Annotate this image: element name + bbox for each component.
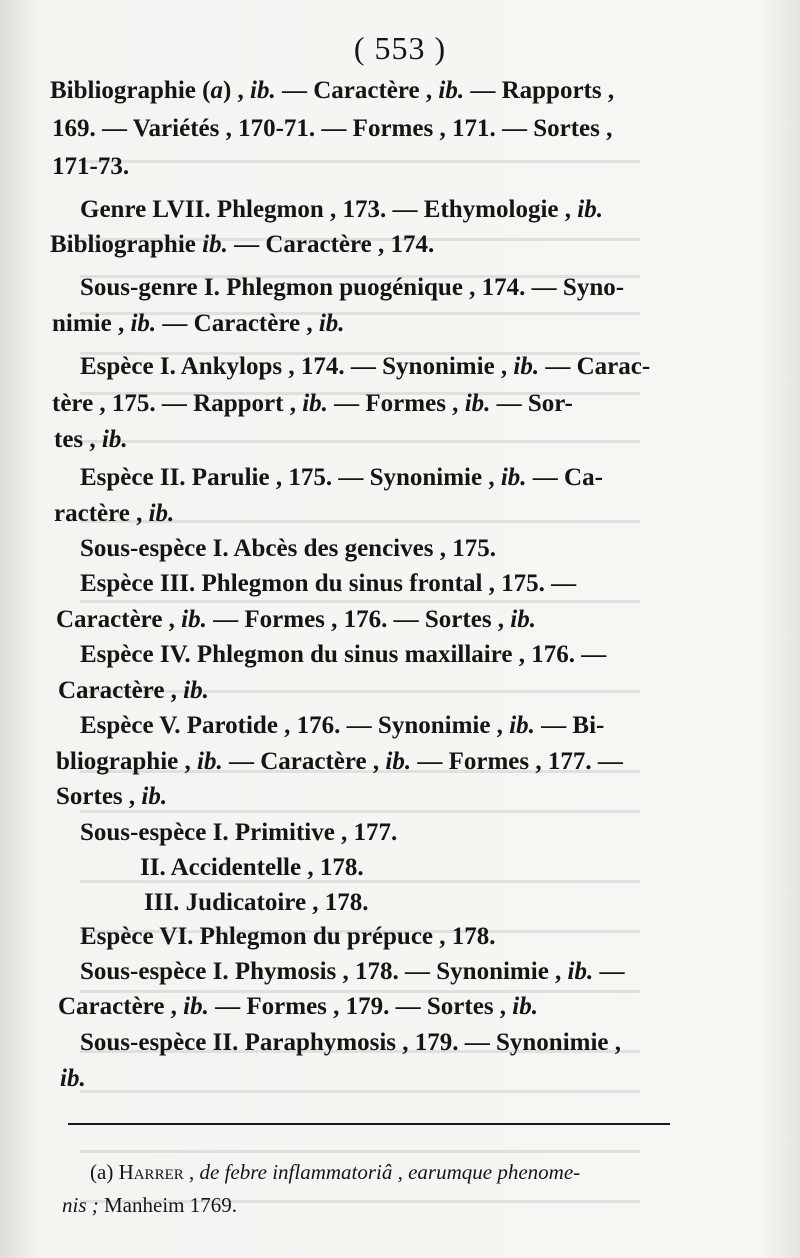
text-run: — Ca- [526,464,603,491]
entry-line [80,957,625,987]
text-run: ib. [141,783,168,810]
entry-line [80,1028,621,1058]
text-run: — [593,958,625,985]
text-run: Espèce IV. Phlegmon du sinus maxillaire , 176. — [80,641,607,668]
text-run: — Formes , [327,390,465,417]
text-run: II. Accidentelle , 178. [140,854,364,881]
text-run: — Carac- [539,353,651,380]
text-run: de febre inflammatoriâ , earumque phenome- [199,1160,581,1184]
text-run: nis ; [62,1193,99,1217]
text-run: Sous-genre I. Phlegmon puogénique , 174. — Syno- [80,274,625,301]
text-run: 169. — Variétés , 170-71. — Formes , 171. — Sortes , [52,115,613,142]
text-run: Sous-espèce I. Abcès des gencives , 175. [80,535,496,562]
entry-line [80,534,496,564]
footnote-line [62,1190,237,1220]
text-run: ib. [509,712,535,739]
footnote-divider [68,1123,670,1125]
text-run: ib. [60,1065,86,1092]
text-run: — Formes , 177. — [411,748,623,775]
text-run: Caractère , [56,606,182,633]
entry-line [56,782,167,812]
text-run: — Caractère , [275,77,439,104]
text-run: — Caractère , [222,748,386,775]
text-run: ib. [513,353,540,380]
text-run: ib. [130,310,157,337]
entry-line [80,352,650,382]
entry-line [80,922,496,952]
text-run: Espèce VI. Phlegmon du prépuce , 178. [80,923,496,950]
text-run: Genre LVII. Phlegmon , 173. — Ethymologie , [80,196,578,223]
text-run: ib. [197,748,223,775]
text-run: ib. [183,677,209,704]
entry-line [80,463,603,493]
text-run: Manheim 1769. [98,1193,237,1217]
text-run: — Formes , 176. — Sortes , [206,606,511,633]
text-run: ib. [183,993,209,1020]
entry-line [80,195,603,225]
entry-line [58,992,538,1022]
text-run: Espèce V. Parotide , 176. — Synonimie , [80,712,510,739]
entry-line [80,640,606,670]
entry-line [52,114,612,144]
text-run: Sous-espèce II. Paraphymosis , 179. — Synonimie , [80,1029,622,1056]
text-run: ib. [464,390,491,417]
text-run: ractère , [54,500,149,527]
text-run: tes , [54,426,102,453]
text-run: Espèce III. Phlegmon du sinus frontal , 175. — [80,570,577,597]
text-run: Espèce II. Parulie , 175. — Synonimie , [80,464,501,491]
text-run: Caractère , [58,677,184,704]
page-number: ( 553 ) [353,30,447,66]
entry-line [54,425,128,455]
entry-line [80,273,624,303]
entry-line [140,853,364,883]
text-run: ib. [101,426,128,453]
entry-line [144,888,369,918]
text-run: Harrer [118,1160,184,1184]
footnote-line [90,1157,580,1187]
text-run: ib. [202,231,228,258]
text-run: ib. [250,77,276,104]
entry-line [52,389,573,419]
text-run: ib. [302,390,328,417]
text-run: ib. [148,500,175,527]
text-run: ib. [385,748,412,775]
text-run: — Bi- [534,712,605,739]
text-run: Sous-espèce I. Primitive , 177. [80,819,398,846]
text-run: bliographie , [56,748,197,775]
entry-line [54,499,174,529]
text-run: ib. [500,464,527,491]
text-run: III. Judicatoire , 178. [144,889,369,916]
text-run: (a) [90,1160,119,1184]
text-run: Bibliographie ( [50,77,211,104]
entry-line [58,676,209,706]
entry-line [56,747,623,777]
entry-line [52,309,345,339]
entry-line [80,711,604,741]
text-run: ib. [510,606,536,633]
entry-line [60,1064,86,1094]
text-run: nimie , [52,310,131,337]
text-run: ib. [577,196,603,223]
text-run: ib. [318,310,345,337]
text-run: — Rapports , [464,77,615,104]
text-run: , [183,1160,200,1184]
text-run: — Caractère , 174. [227,231,435,258]
text-run: — Formes , 179. — Sortes , [208,993,513,1020]
text-run: ) , [222,77,251,104]
text-run: tère , 175. — Rapport , [52,390,303,417]
text-run: Espèce I. Ankylops , 174. — Synonimie , [80,353,514,380]
text-run: ib. [438,77,465,104]
text-run: 171-73. [52,153,130,180]
entry-line [80,818,397,848]
text-run: a [210,77,223,104]
text-run: Sortes , [56,783,142,810]
text-run: — Sor- [490,390,573,417]
text-run: Caractère , [58,993,184,1020]
entry-line [50,230,434,260]
entry-line [80,569,576,599]
text-run: Bibliographie [50,231,203,258]
text-run: — Caractère , [156,310,319,337]
text-run: ib. [512,993,538,1020]
entry-line [52,152,129,182]
entry-line [56,605,536,635]
text-run: ib. [567,958,594,985]
text-run: ib. [181,606,207,633]
text-run: Sous-espèce I. Phymosis , 178. — Synonimie , [80,958,568,985]
entry-line [50,76,614,106]
